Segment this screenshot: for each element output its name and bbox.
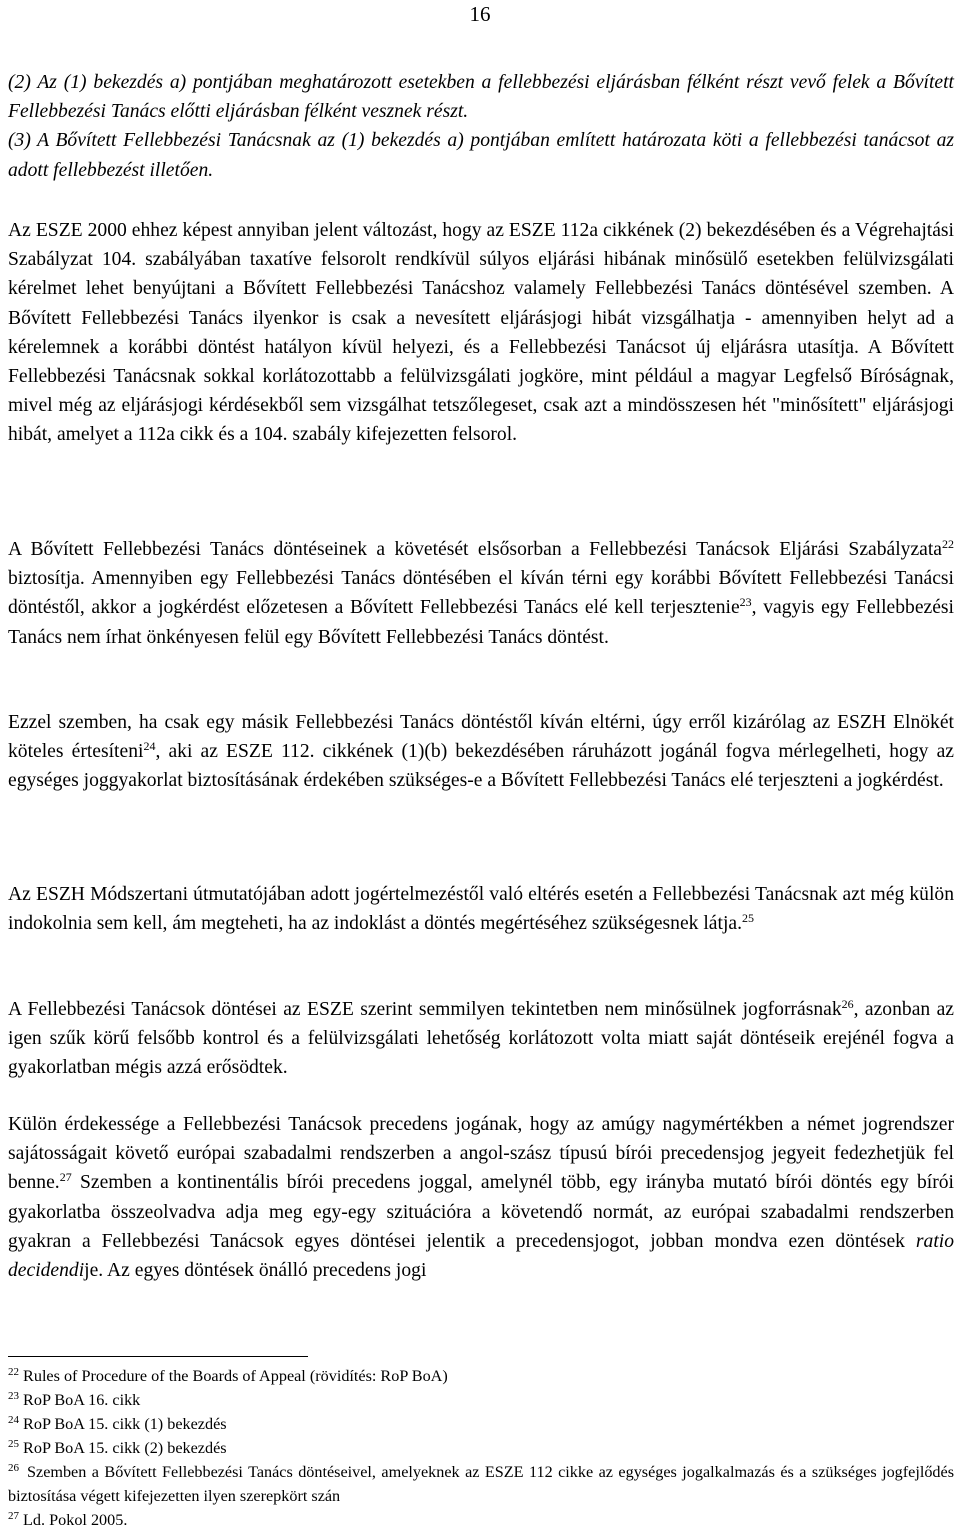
footnote-text: RoP BoA 15. cikk (2) bekezdés [23,1439,227,1457]
footnote-ref-24[interactable]: 24 [143,739,156,754]
paragraph-text: A Fellebbezési Tanácsok döntései az ESZE szerint semmilyen tekintetben nem minősülnek jogforrásnak [8,999,842,1020]
footnote-ref-23[interactable]: 23 [739,595,752,610]
footnote-number: 24 [8,1414,19,1426]
paragraph-legal-source [8,995,954,1083]
footnote-ref-27[interactable]: 27 [59,1170,72,1185]
page-number: 16 [469,2,491,26]
footnote-23 [8,1388,954,1412]
footnote-number: 22 [8,1366,19,1378]
footnote-27 [8,1508,954,1532]
paragraph-text: Az ESZH Módszertani útmutatójában adott jogértelmezéstől való eltérés esetén a Fellebbezési Tanácsnak azt még külön indokolnia sem kell, ám megteheti, ha az indoklást a döntés megértéséhez szükségesnek látja. [8,884,954,935]
footnote-number: 26 [8,1462,19,1474]
paragraph-text: Szemben a kontinentális bírói precedens joggal, amelynél több, egy irányba mutató bírói döntés egy bírói gyakorlatba összeolvadva adja meg egy-egy szituációra a követendő normát, az európai szabadalmi rendszerben gyakran a Fellebbezési Tanácsok egyes döntései jelentik a precedensjogot, jobban mondva ezen döntések [8,1172,954,1252]
footnote-number: 23 [8,1390,19,1402]
paragraph-text: Az ESZE 2000 ehhez képest annyiban jelent változást, hogy az ESZE 112a cikkének (2) bekezdésében és a Végrehajtási Szabályzat 104. szabályában taxatíve felsorolt rendkívül súlyos eljárási hibának minősülő esetekben felülvizsgálati kérelmet lehet benyújtani a Bővített Fellebbezési Tanácshoz valamely Fellebbezési Tanács döntésével szemben. A Bővített Fellebbezési Tanács ilyenkor is csak a nevesített eljárásjogi hibát vizsgálhatja - amennyiben helyt ad a kérelemnek a korábbi döntést hatályon kívül helyezi, és a Fellebbezési Tanácsot új eljárásra utasítja. A Bővített Fellebbezési Tanácsnak sokkal korlátozottabb a felülvizsgálati jogköre, mint például a magyar Legfelső Bíróságnak, mivel még az eljárásjogi kérdésekből sem vizsgálhat tetszőlegeset, csak azt a mindösszesen hét "minősített" eljárásjogi hibát, amelyet a 112a cikk és a 104. szabály kifejezetten felsorol. [8,220,954,446]
paragraph-text: Külön érdekessége a Fellebbezési Tanácsok precedens jogának, hogy az amúgy nagymértékben a német jogrendszer sajátosságait követő európai szabadalmi rendszerben a angol-szász típusú bírói precedensjog jegyeit fedezhetjük fel benne. [8,1114,954,1194]
footnote-ref-25[interactable]: 25 [741,911,754,926]
footnote-ref-26[interactable]: 26 [841,997,854,1011]
footnote-separator [8,1356,308,1357]
footnote-22 [8,1364,954,1388]
footnote-25 [8,1436,954,1460]
paragraph-text: Ezzel szemben, ha csak egy másik Fellebbezési Tanács döntéstől kíván eltérni, úgy erről kizárólag az ESZH Elnökét köteles értesíteni [8,712,954,763]
paragraph-text: , vagyis egy Fellebbezési Tanács nem írhat önkényesen felül egy Bővített Fellebbezési Tanács döntést. [8,597,954,648]
paragraph-text: je. Az egyes döntések önálló precedens jogi [84,1260,427,1282]
paragraph-enlarged-board [8,535,954,652]
footnote-text: RoP BoA 15. cikk (1) bekezdés [23,1415,227,1433]
paragraph-text: biztosítja. Amennyiben egy Fellebbezési Tanács döntésében el kíván térni egy korábbi Bővített Fellebbezési Tanácsi döntéstől, akkor a jogkérdést előzetesen a Bővített Fellebbezési Tanács elé kell terjesztenie [8,568,954,619]
footnote-ref-22[interactable]: 22 [942,537,954,551]
footnotes [8,1364,954,1532]
paragraph-precedent [8,1110,954,1285]
provision-2: (2) Az (1) bekezdés a) pontjában meghatározott esetekben a fellebbezési eljárásban félként részt vevő felek a Bővített Fellebbezési Tanács előtti eljárásban félként vesznek részt. [8,72,954,123]
paragraph-guidelines [8,880,954,938]
latin-term: ratio decidendi [8,1230,954,1282]
footnote-text: RoP BoA 16. cikk [23,1391,141,1409]
paragraph-text: A Bővített Fellebbezési Tanács döntéseinek a követését elsősorban a Fellebbezési Tanácsok Eljárási Szabályzata [8,539,942,560]
paragraph-text: , azonban az igen szűk körű felsőbb kontrol és a felülvizsgálati lehetőség korlátozott volta miatt saját döntéseik erejénél fogva a gyakorlatban mégis azzá erősödtek. [8,999,954,1079]
footnote-number: 27 [8,1510,19,1522]
paragraph-deviation [8,708,954,796]
footnote-26 [8,1460,954,1508]
provision-3: (3) A Bővített Fellebbezési Tanácsnak az (1) bekezdés a) pontjában említett határozata köti a fellebbezési tanácsot az adott fellebbezést illetően. [8,130,954,181]
footnote-number: 25 [8,1438,19,1450]
footnote-24 [8,1412,954,1436]
paragraph-esze-2000 [8,216,954,450]
footnote-text: Szemben a Bővített Fellebbezési Tanács döntéseivel, amelyeknek az ESZE 112 cikke az egységes jogalkalmazás és a szükséges jogfejlődés biztosítása végett kifejezetten ilyen szerepkört szán [8,1463,954,1505]
quoted-provisions [8,68,954,185]
footnote-text: Rules of Procedure of the Boards of Appeal (rövidítés: RoP BoA) [23,1367,448,1385]
paragraph-text: , aki az ESZE 112. cikkének (1)(b) bekezdésében ráruházott jogánál fogva mérlegelheti, hogy az egységes joggyakorlat biztosításának érdekében szükséges-e a Bővített Fellebbezési Tanács elé terjeszteni a jogkérdést. [8,741,954,792]
footnote-text: Ld. Pokol 2005. [23,1511,128,1529]
